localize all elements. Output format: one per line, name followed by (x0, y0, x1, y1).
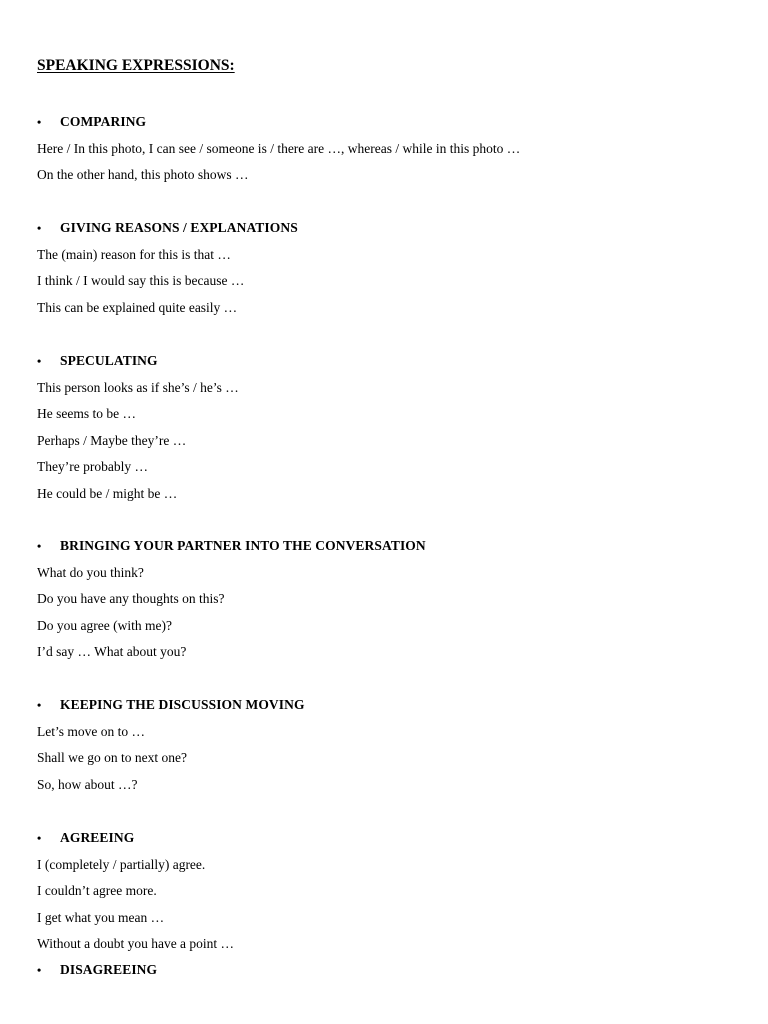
expression-line: Here / In this photo, I can see / someone is / there are …, whereas / while in this photo … (37, 140, 521, 156)
expression-line: I couldn’t agree more. (37, 883, 157, 898)
document-title: SPEAKING EXPRESSIONS: (37, 57, 235, 74)
expression-line: Perhaps / Maybe they’re … (37, 432, 187, 448)
expression-line: This can be explained quite easily … (37, 299, 238, 315)
bullet-icon: • (37, 221, 42, 235)
expression-line: They’re probably … (37, 459, 148, 474)
section-heading-text: DISAGREEING (60, 962, 158, 977)
bullet-icon: • (37, 831, 42, 845)
bullet-icon: • (37, 963, 42, 977)
bullet-icon: • (37, 354, 42, 368)
expression-line: He could be / might be … (37, 485, 178, 501)
bullet-icon: • (37, 115, 42, 129)
expression-line: I’d say … What about you? (37, 644, 187, 659)
expression-line: Do you have any thoughts on this? (37, 591, 225, 606)
bullet-icon: • (37, 698, 42, 712)
expression-line: I (completely / partially) agree. (37, 856, 206, 872)
section-heading-text: COMPARING (60, 114, 147, 129)
expression-line: He seems to be … (37, 406, 136, 421)
expression-line: On the other hand, this photo shows … (37, 167, 249, 182)
section-heading-text: KEEPING THE DISCUSSION MOVING (60, 697, 305, 712)
expression-line: So, how about …? (37, 776, 138, 792)
expression-line: What do you think? (37, 564, 144, 580)
bullet-icon: • (37, 539, 42, 553)
expression-line: This person looks as if she’s / he’s … (37, 379, 239, 395)
expression-line: I think / I would say this is because … (37, 273, 245, 288)
expression-line: The (main) reason for this is that … (37, 246, 231, 262)
section-heading-text: SPECULATING (60, 353, 158, 368)
section-heading-text: AGREEING (60, 830, 135, 845)
expression-line: I get what you mean … (37, 909, 165, 925)
expression-line: Do you agree (with me)? (37, 617, 172, 633)
expression-line: Let’s move on to … (37, 723, 145, 739)
section-heading-text: GIVING REASONS / EXPLANATIONS (60, 220, 298, 235)
section-heading-text: BRINGING YOUR PARTNER INTO THE CONVERSATION (60, 538, 426, 553)
expression-line: Shall we go on to next one? (37, 750, 187, 765)
expression-line: Without a doubt you have a point … (37, 936, 235, 951)
